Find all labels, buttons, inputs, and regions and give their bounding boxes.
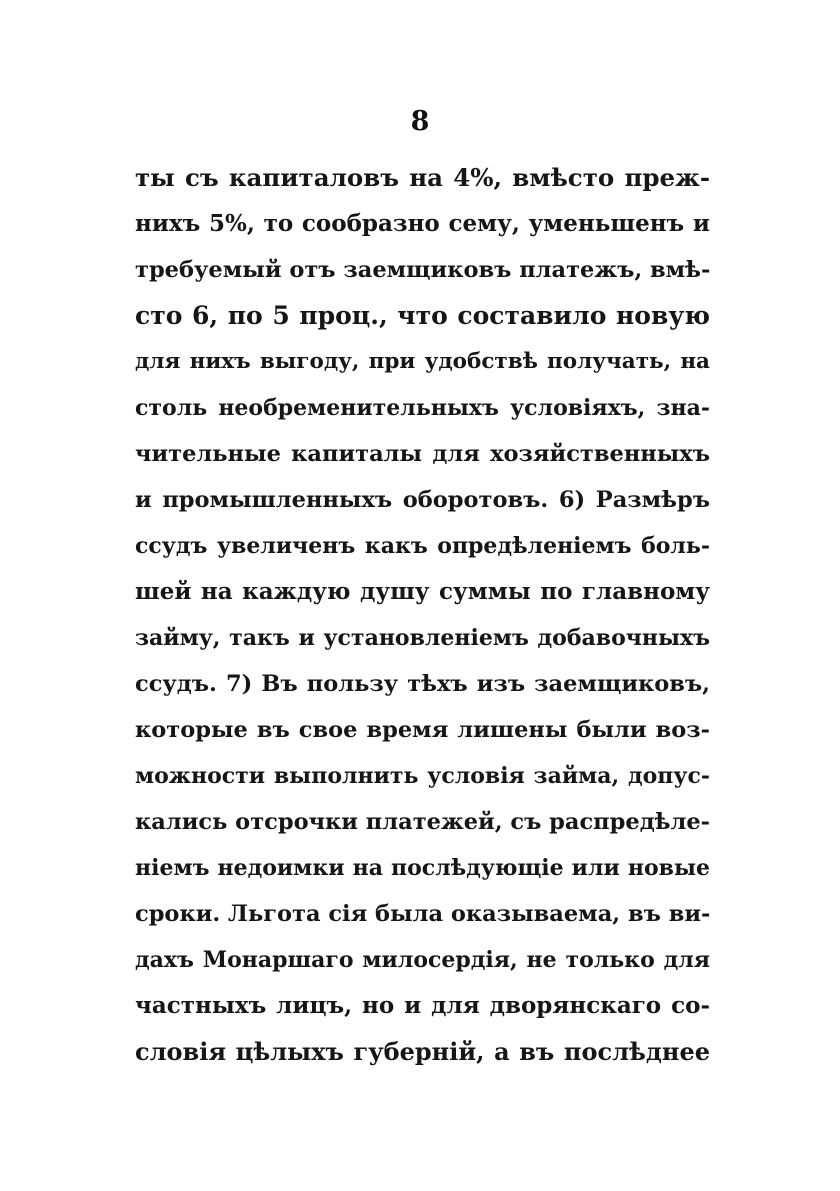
body-text (135, 155, 710, 1075)
text-line: сроки. Льгота сiя была оказываема, въ ви- (135, 901, 710, 927)
text-line: ты съ капиталовъ на 4%, вмѣсто преж- (135, 163, 710, 192)
text-line: дахъ Монаршаго милосердiя, не только для (135, 947, 710, 973)
text-line: чительные капиталы для хозяйственныхъ (135, 441, 710, 467)
text-line: частныхъ лицъ, но и для дворянскаго со- (135, 992, 710, 1019)
text-line: которые въ свое время лишены были воз- (135, 717, 710, 743)
text-line: и промышленныхъ оборотовъ. 6) Размѣръ (135, 487, 710, 513)
text-line: ссудъ увеличенъ какъ опредѣленiемъ боль- (135, 533, 710, 559)
text-line: можности выполнить условiя займа, допус- (135, 763, 710, 789)
text-line: сто 6, по 5 проц., что составило новую (135, 301, 710, 330)
text-line: требуемый отъ заемщиковъ платежъ, вмѣ- (135, 257, 710, 283)
text-line: шей на каждую душу суммы по главному (135, 578, 710, 605)
text-line: ссудъ. 7) Въ пользу тѣхъ изъ заемщиковъ, (135, 671, 710, 697)
text-line: нихъ 5%, то сообразно сему, уменьшенъ и (135, 210, 710, 237)
text-line: столь необременительныхъ условiяхъ, зна- (135, 395, 710, 421)
text-line: займу, такъ и установленiемъ добавочныхъ (135, 625, 710, 651)
text-line: для нихъ выгоду, при удобствѣ получать, на (135, 349, 710, 374)
page-number: 8 (410, 106, 430, 137)
text-line: нiемъ недоимки на послѣдующiе или новые (135, 855, 710, 881)
text-line: кались отсрочки платежей, съ распредѣле- (135, 809, 710, 835)
text-line: словiя цѣлыхъ губернiй, а въ послѣднее (135, 1037, 710, 1066)
